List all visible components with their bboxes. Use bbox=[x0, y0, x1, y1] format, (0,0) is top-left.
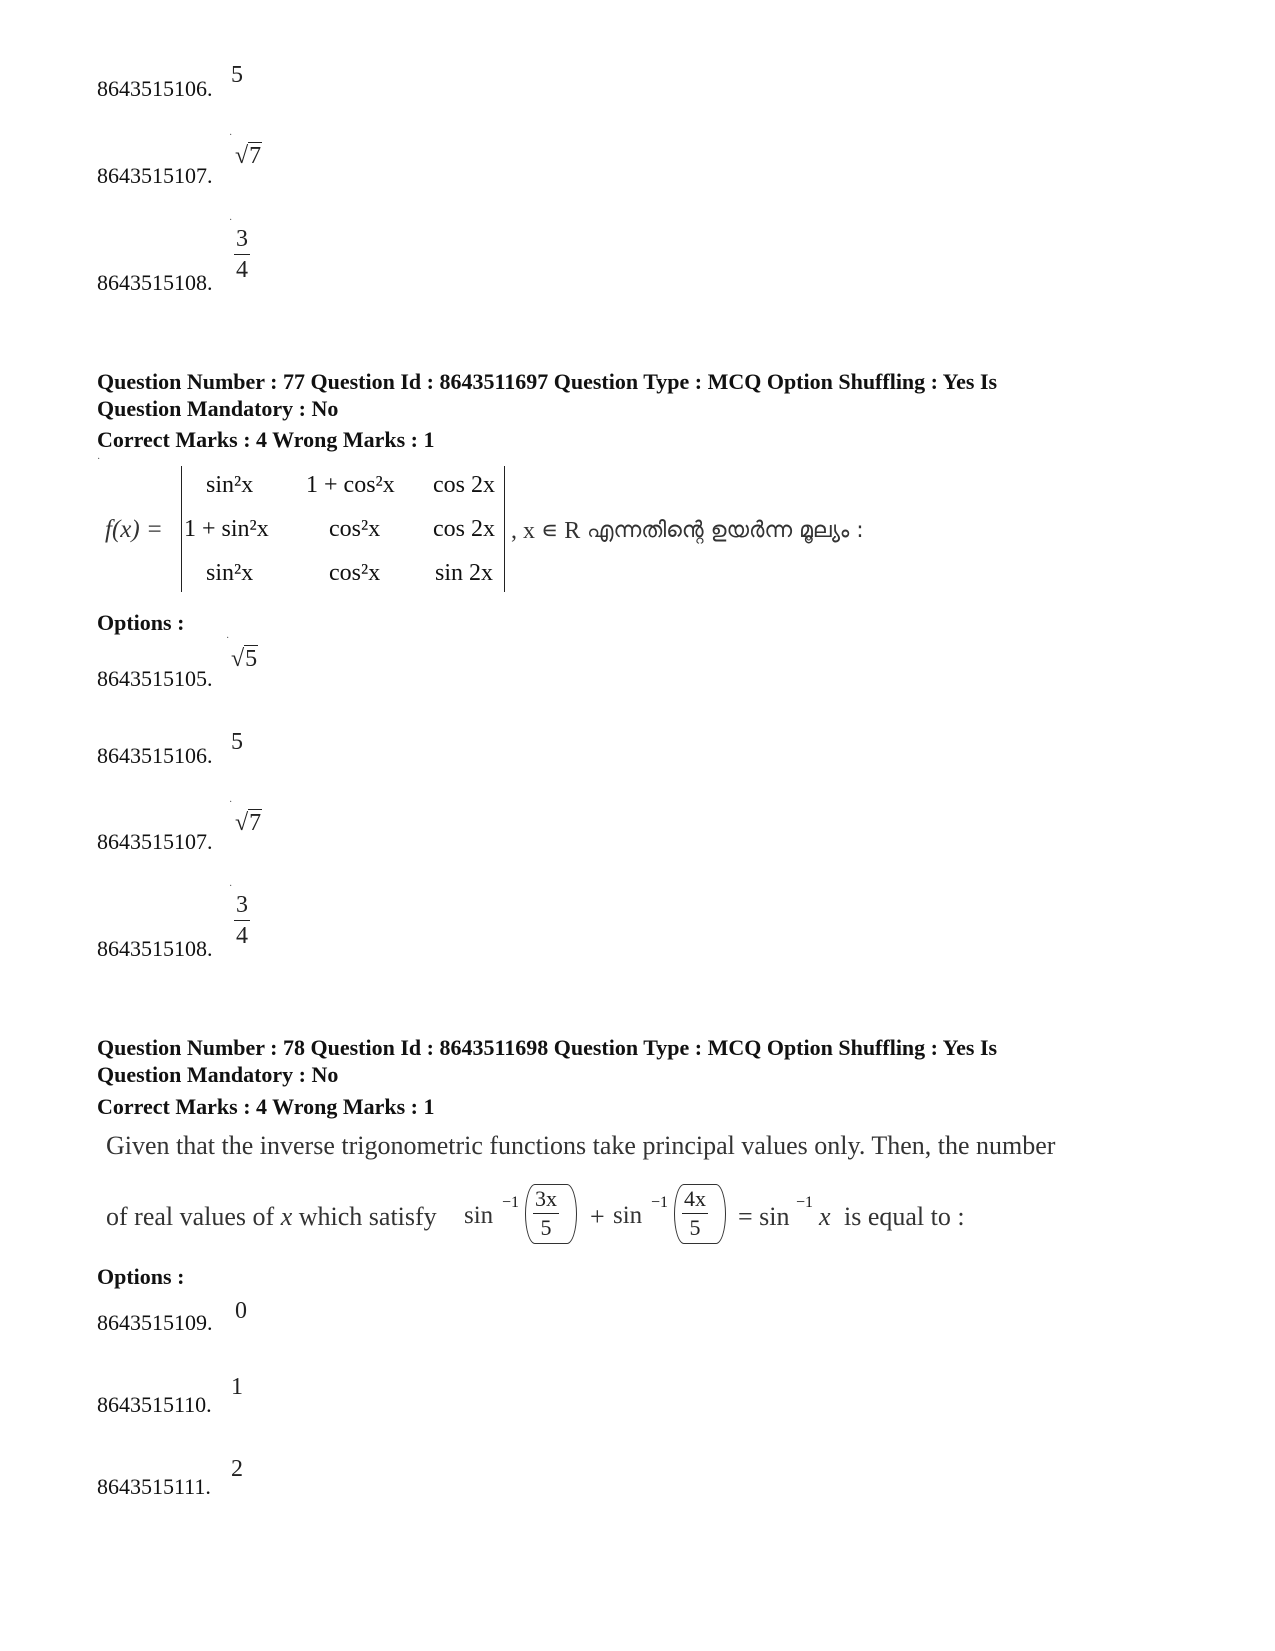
question-header-line: Question Number : 77 Question Id : 8643511697 Question Type : MCQ Option Shuffling : Yes Is bbox=[97, 369, 998, 394]
question-mandatory: Question Mandatory : No bbox=[97, 396, 339, 421]
det-cell: cos 2x bbox=[433, 516, 495, 542]
determinant bbox=[181, 466, 505, 592]
image-tick: · bbox=[229, 797, 233, 808]
image-tick: · bbox=[226, 633, 230, 644]
fraction-numerator: 3x bbox=[533, 1188, 559, 1214]
question-stem-line: Given that the inverse trigonometric functions take principal values only. Then, the number bbox=[106, 1131, 1056, 1160]
fraction-numerator: 4x bbox=[682, 1188, 708, 1214]
fraction-denominator: 4 bbox=[236, 257, 248, 283]
plus-sign: + bbox=[590, 1202, 605, 1231]
inverse-exponent: −1 bbox=[502, 1194, 520, 1211]
option-value: 2 bbox=[231, 1456, 243, 1482]
image-tick: · bbox=[229, 881, 233, 892]
function-lhs: f(x) = bbox=[105, 516, 163, 543]
fraction-denominator: 4 bbox=[236, 923, 248, 949]
option-value: 5 bbox=[231, 62, 243, 88]
option-value-sqrt: √7 bbox=[235, 143, 262, 169]
options-label: Options : bbox=[97, 1264, 185, 1289]
question-header bbox=[97, 1034, 1197, 1088]
fraction-denominator: 5 bbox=[540, 1215, 552, 1240]
question-mandatory: Question Mandatory : No bbox=[97, 1062, 339, 1087]
det-cell: sin 2x bbox=[435, 560, 494, 586]
options-label: Options : bbox=[97, 610, 185, 635]
variable-x: x bbox=[819, 1202, 831, 1231]
question-stem-text: is equal to : bbox=[844, 1202, 965, 1231]
marks-line: Correct Marks : 4 Wrong Marks : 1 bbox=[97, 427, 435, 452]
option-value: 1 bbox=[231, 1374, 243, 1400]
fraction-numerator: 3 bbox=[234, 227, 250, 255]
det-cell: 1 + sin²x bbox=[184, 516, 269, 542]
option-value-sqrt: √5 bbox=[231, 646, 258, 672]
question-stem-text: of real values of x which satisfy bbox=[106, 1202, 437, 1231]
option-id: 8643515105. bbox=[97, 666, 213, 691]
sin-text: sin bbox=[613, 1202, 643, 1229]
option-id: 8643515108. bbox=[97, 270, 213, 295]
option-id: 8643515109. bbox=[97, 1310, 213, 1335]
image-tick: · bbox=[97, 454, 101, 465]
det-cell: cos²x bbox=[329, 560, 381, 586]
det-cell: cos²x bbox=[329, 516, 381, 542]
equation-fraction bbox=[533, 1188, 559, 1239]
option-value: 5 bbox=[231, 729, 243, 755]
inverse-exponent: −1 bbox=[796, 1194, 814, 1211]
malayalam-text: എന്നതിന്റെ ഉയർന്ന മൂല്യം : bbox=[587, 518, 864, 543]
option-id: 8643515111. bbox=[97, 1474, 211, 1499]
radicand: 7 bbox=[249, 810, 262, 836]
option-id: 8643515106. bbox=[97, 743, 213, 768]
image-tick: · bbox=[229, 130, 233, 141]
det-cell: 1 + cos²x bbox=[306, 472, 395, 498]
sin-text: sin bbox=[464, 1202, 494, 1229]
marks-line: Correct Marks : 4 Wrong Marks : 1 bbox=[97, 1094, 435, 1119]
equation-fraction bbox=[682, 1188, 708, 1239]
det-cell: sin²x bbox=[206, 560, 254, 586]
det-cell: sin²x bbox=[206, 472, 254, 498]
equals-sin: = sin bbox=[738, 1202, 790, 1231]
option-value-sqrt: √7 bbox=[235, 810, 262, 836]
option-id: 8643515107. bbox=[97, 163, 213, 188]
option-id: 8643515107. bbox=[97, 829, 213, 854]
fraction-denominator: 5 bbox=[689, 1215, 701, 1240]
option-value: 0 bbox=[235, 1298, 247, 1324]
question-header-line: Question Number : 78 Question Id : 8643511698 Question Type : MCQ Option Shuffling : Yes Is bbox=[97, 1035, 998, 1060]
option-id: 8643515110. bbox=[97, 1392, 212, 1417]
domain-text: , x ∊ R bbox=[511, 518, 581, 544]
inverse-exponent: −1 bbox=[651, 1194, 669, 1211]
option-value-fraction bbox=[234, 893, 250, 948]
fraction-numerator: 3 bbox=[234, 893, 250, 921]
option-id: 8643515106. bbox=[97, 76, 213, 101]
image-tick: · bbox=[229, 215, 233, 226]
radicand: 5 bbox=[245, 646, 258, 672]
det-cell: cos 2x bbox=[433, 472, 495, 498]
question-header bbox=[97, 368, 1197, 422]
option-id: 8643515108. bbox=[97, 936, 213, 961]
question-stem-equation bbox=[106, 1180, 1106, 1260]
radicand: 7 bbox=[249, 143, 262, 169]
option-value-fraction bbox=[234, 227, 250, 282]
question-stem-image bbox=[97, 454, 1047, 598]
